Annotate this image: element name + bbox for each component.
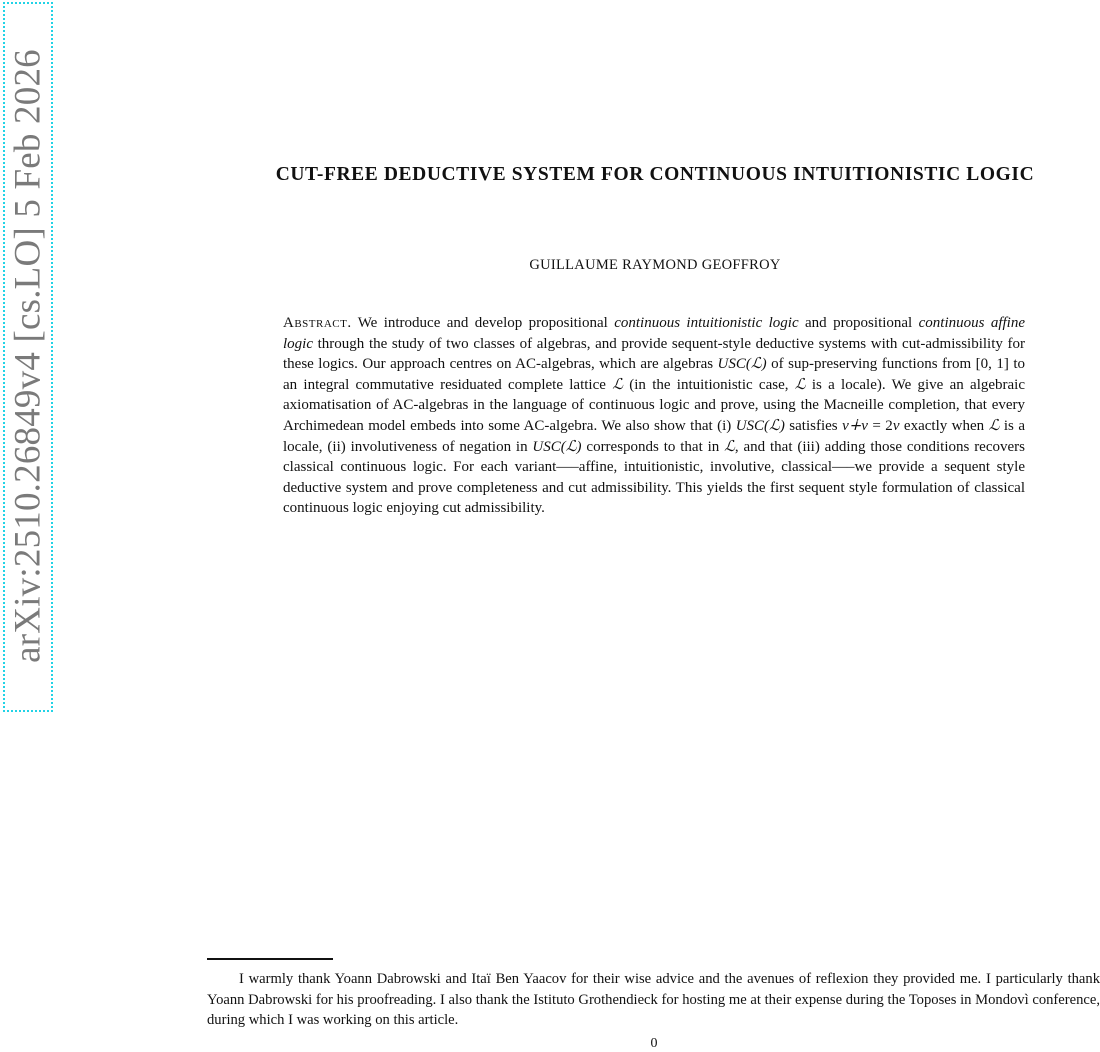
abstract-italic-run: ℒ <box>724 438 735 455</box>
abstract-text-run: of sup-preserving functions from [0, 1] to an integral commutative residuated complete lattice <box>283 356 1026 393</box>
abstract-italic-run: v∔v <box>842 417 868 434</box>
abstract-text-run: through the study of two classes of algebras, and provide sequent-style deductive systems with cut-admissibility for these logics. Our approach centres on AC-algebras, which are algebras <box>283 335 1025 373</box>
abstract <box>283 313 1025 519</box>
footnote: I warmly thank Yoann Dabrowski and Itaï Ben Yaacov for their wise advice and the avenues of reflexion they provided me. I particularly thank Yoann Dabrowski for his proofreading. I also thank the Istituto Grothendieck for hosting me at their expense during the Toposes in Mondovì conference, during which I was working on this article. <box>207 971 1100 1028</box>
footnote-rule <box>207 958 333 960</box>
abstract-italic-run: USC(ℒ) <box>717 356 767 373</box>
abstract-italic-run: USC(ℒ) <box>735 417 785 434</box>
abstract-text-run: and propositional <box>798 315 919 331</box>
abstract-italic-run: USC(ℒ) <box>532 438 582 455</box>
abstract-italic-run: ℒ <box>612 376 623 393</box>
paper-title: CUT-FREE DEDUCTIVE SYSTEM FOR CONTINUOUS INTUITIONISTIC LOGIC <box>275 164 1035 185</box>
abstract-text-run: exactly when <box>899 417 989 434</box>
abstract-text-run: = 2 <box>867 417 893 434</box>
page-number: 0 <box>650 1036 658 1051</box>
abstract-label: Abstract. <box>283 315 352 331</box>
abstract-text-run: We introduce and develop propositional <box>351 315 615 331</box>
abstract-body <box>283 315 1025 516</box>
abstract-italic-run: ℒ <box>794 376 806 393</box>
arxiv-stamp: arXiv:2510.26849v4 [cs.LO] 5 Feb 2026 <box>7 49 49 663</box>
abstract-text-run: is a locale, (ii) involutiveness of negation in <box>283 417 1025 455</box>
abstract-text-run: corresponds to that in <box>581 438 725 455</box>
abstract-italic-run: ℒ <box>988 417 1000 434</box>
abstract-text-run: satisfies <box>784 417 843 434</box>
abstract-text-run: , and that (iii) adding those conditions recovers classical continuous logic. For each variant—–affine, intuitionistic, involutive, classical—–we provide a sequent style deductive system and prove completeness and cut admissibility. This yields the first sequent style formulation of classical continuous logic enjoying cut admissibility. <box>283 438 1025 517</box>
abstract-italic-run: continuous affine logic <box>283 315 1025 352</box>
paper-author: GUILLAUME RAYMOND GEOFFROY <box>529 257 781 273</box>
abstract-italic-run: v <box>892 417 900 434</box>
abstract-text-run: (in the intuitionistic case, <box>623 376 795 393</box>
abstract-text-run: is a locale). We give an algebraic axiomatisation of AC-algebras in the language of continuous logic and prove, using the Macneille completion, that every Archimedean model embeds into some AC-algebra. We also show that (i) <box>283 376 1025 434</box>
abstract-italic-run: continuous intuitionistic logic <box>614 315 799 331</box>
